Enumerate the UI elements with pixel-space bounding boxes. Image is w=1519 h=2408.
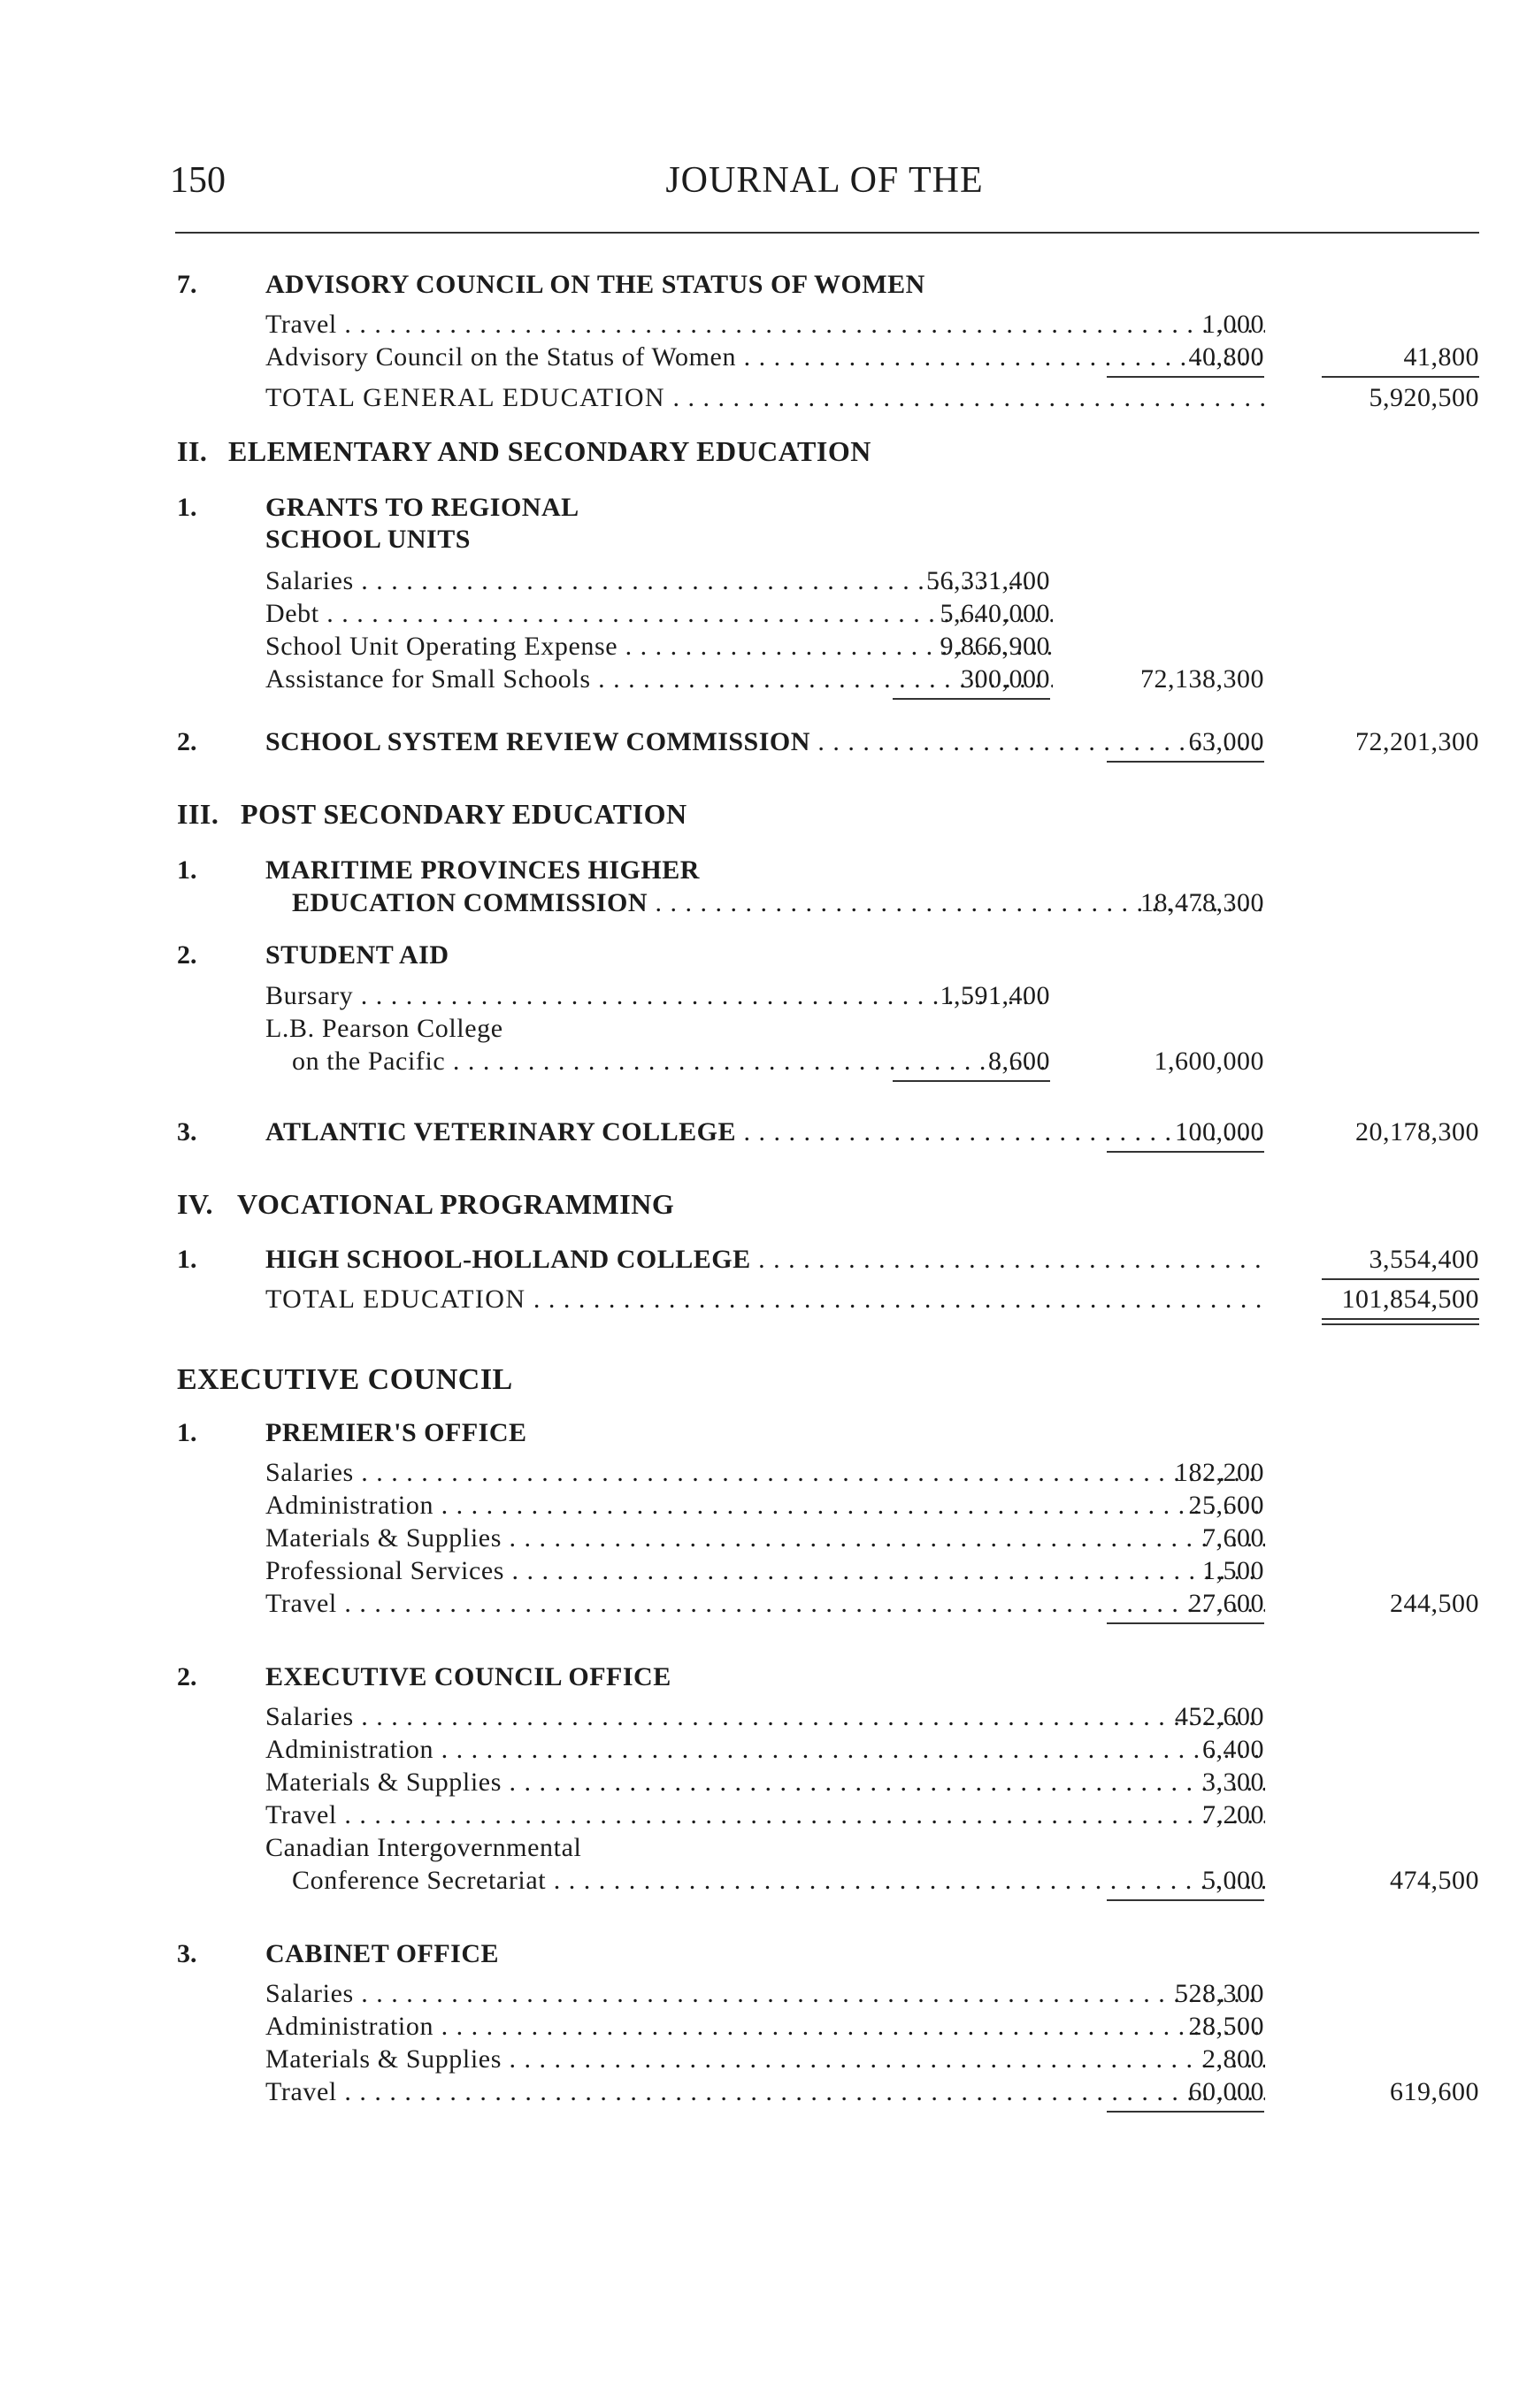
line-label: L.B. Pearson College (265, 1014, 503, 1043)
underline (1107, 1151, 1264, 1153)
section-heading-row (0, 270, 1519, 303)
division-heading: POST SECONDARY EDUCATION (241, 798, 687, 830)
section-heading-row (0, 1662, 1519, 1696)
line-value: 18,478,300 (1140, 888, 1264, 917)
line-label: Administration . . . (265, 1735, 1265, 1765)
subtotal-value: 1,600,000 (1154, 1047, 1264, 1076)
subtotal-value: 41,800 (1403, 342, 1479, 372)
subtotal-value: 72,138,300 (1140, 664, 1264, 694)
section-heading-row (0, 855, 1519, 889)
section-heading: CABINET OFFICE (265, 1939, 499, 1968)
section-heading: EXECUTIVE COUNCIL OFFICE (265, 1662, 671, 1691)
underline (893, 698, 1050, 700)
item-number: 1. (177, 493, 197, 522)
section-heading-row (0, 525, 1519, 558)
line-value: 100,000 (1175, 1117, 1264, 1146)
total-value: 101,854,500 (1341, 1285, 1479, 1314)
section-heading-row (0, 1418, 1519, 1452)
subtotal-value: 72,201,300 (1355, 727, 1479, 756)
section-heading: STUDENT AID (265, 940, 449, 970)
line-value: 1,500 (1202, 1556, 1264, 1585)
item-number: 3. (177, 1939, 197, 1968)
line-value: 56,331,400 (926, 566, 1050, 595)
line-label: ATLANTIC VETERINARY COLLEGE . . . (265, 1117, 1265, 1147)
line-value: 1,000 (1202, 310, 1264, 339)
line-item (0, 1702, 1519, 1736)
roman-numeral: IV. (177, 1188, 213, 1220)
line-label: on the Pacific . . . (292, 1047, 1053, 1077)
double-underline (1322, 1323, 1479, 1325)
page-header (170, 159, 1479, 212)
line-item (0, 1117, 1519, 1151)
item-number: 3. (177, 1117, 197, 1146)
item-number: 2. (177, 727, 197, 756)
line-item (0, 1245, 1519, 1278)
line-value: 300,000 (961, 664, 1050, 694)
line-label: Administration . . . (265, 1491, 1265, 1521)
line-item (0, 1979, 1519, 2013)
line-item (0, 310, 1519, 343)
line-item (0, 1458, 1519, 1492)
line-value: 9,866,900 (940, 632, 1050, 661)
total-value: 5,920,500 (1369, 383, 1479, 412)
line-value: 1,591,400 (940, 981, 1050, 1010)
line-label: School Unit Operating Expense . . . (265, 632, 1053, 662)
total-label: TOTAL EDUCATION . . . (265, 1285, 1265, 1315)
line-item (0, 1014, 1519, 1047)
line-item (0, 1556, 1519, 1590)
section-heading: GRANTS TO REGIONAL (265, 493, 579, 522)
line-label: Travel . . . (265, 2077, 1265, 2107)
page-number: 150 (170, 160, 226, 201)
line-value: 28,500 (1188, 2012, 1264, 2041)
line-label: Professional Services . . . (265, 1556, 1265, 1586)
line-label: SCHOOL SYSTEM REVIEW COMMISSION . . . (265, 727, 1265, 757)
line-item (0, 1768, 1519, 1801)
line-item (0, 342, 1519, 376)
line-item (0, 1491, 1519, 1524)
line-item (0, 566, 1519, 600)
underline (1107, 761, 1264, 763)
line-label: Canadian Intergovernmental (265, 1833, 582, 1862)
line-value: 3,554,400 (1369, 1245, 1479, 1274)
department-heading-row (0, 1363, 1519, 1397)
section-heading: MARITIME PROVINCES HIGHER (265, 855, 700, 885)
total-row (0, 383, 1519, 417)
line-item (0, 2077, 1519, 2111)
division-heading-row (0, 435, 1519, 469)
line-label: Debt . . . (265, 599, 1053, 629)
subtotal-value: 20,178,300 (1355, 1117, 1479, 1146)
division-heading-row (0, 1188, 1519, 1222)
line-item (0, 599, 1519, 633)
line-value: 25,600 (1188, 1491, 1264, 1520)
line-value: 5,640,000 (940, 599, 1050, 628)
line-value: 7,200 (1202, 1800, 1264, 1829)
item-number: 1. (177, 1418, 197, 1447)
subtotal-value: 619,600 (1390, 2077, 1479, 2106)
section-heading: PREMIER'S OFFICE (265, 1418, 527, 1447)
line-item (0, 1866, 1519, 1899)
line-value: 8,600 (988, 1047, 1050, 1076)
line-value: 60,000 (1188, 2077, 1264, 2106)
line-value: 182,200 (1175, 1458, 1264, 1487)
item-number: 1. (177, 1245, 197, 1274)
line-label: EDUCATION COMMISSION . . . (292, 888, 1265, 918)
line-value: 27,600 (1188, 1589, 1264, 1618)
section-heading-row (0, 1939, 1519, 1973)
line-item (0, 1523, 1519, 1557)
line-value: 5,000 (1202, 1866, 1264, 1895)
division-heading-row (0, 798, 1519, 832)
line-label: Travel . . . (265, 1589, 1265, 1619)
underline (1107, 1622, 1264, 1624)
line-item (0, 664, 1519, 698)
line-value: 6,400 (1202, 1735, 1264, 1764)
line-value: 2,800 (1202, 2044, 1264, 2074)
line-value: 528,300 (1175, 1979, 1264, 2008)
line-label: Travel . . . (265, 1800, 1265, 1830)
department-heading: EXECUTIVE COUNCIL (177, 1363, 513, 1396)
total-row (0, 1285, 1519, 1318)
line-value: 40,800 (1188, 342, 1264, 372)
item-number: 2. (177, 1662, 197, 1691)
line-label: Advisory Council on the Status of Women . . . (265, 342, 1265, 372)
item-number: 1. (177, 855, 197, 885)
item-number: 7. (177, 270, 197, 299)
line-value: 7,600 (1202, 1523, 1264, 1553)
underline (1107, 376, 1264, 378)
line-item (0, 981, 1519, 1015)
underline (1322, 376, 1479, 378)
line-label: Materials & Supplies . . . (265, 2044, 1265, 2074)
line-label: Bursary . . . (265, 981, 1053, 1011)
division-heading: VOCATIONAL PROGRAMMING (237, 1188, 675, 1220)
line-label: Conference Secretariat . . . (292, 1866, 1265, 1896)
line-item (0, 1833, 1519, 1867)
line-label: Salaries . . . (265, 1458, 1265, 1488)
line-label: Materials & Supplies . . . (265, 1768, 1265, 1798)
total-label: TOTAL GENERAL EDUCATION . . . (265, 383, 1265, 413)
line-item (0, 888, 1519, 922)
underline (1322, 1278, 1479, 1280)
line-item (0, 2012, 1519, 2045)
subtotal-value: 474,500 (1390, 1866, 1479, 1895)
line-label: Administration . . . (265, 2012, 1265, 2042)
double-underline (1322, 1318, 1479, 1320)
line-value: 3,300 (1202, 1768, 1264, 1797)
item-number: 2. (177, 940, 197, 970)
underline (1107, 2111, 1264, 2113)
section-heading-row (0, 493, 1519, 526)
line-label: Materials & Supplies . . . (265, 1523, 1265, 1553)
line-item (0, 727, 1519, 761)
line-value: 63,000 (1188, 727, 1264, 756)
roman-numeral: III. (177, 798, 219, 830)
line-value: 452,600 (1175, 1702, 1264, 1731)
line-label: Salaries . . . (265, 1979, 1265, 2009)
line-label: HIGH SCHOOL-HOLLAND COLLEGE . . . (265, 1245, 1265, 1275)
subtotal-value: 244,500 (1390, 1589, 1479, 1618)
underline (1107, 1899, 1264, 1901)
line-label: Assistance for Small Schools . . . (265, 664, 1053, 694)
line-item (0, 632, 1519, 665)
line-label: Salaries . . . (265, 566, 1053, 596)
line-label: Salaries . . . (265, 1702, 1265, 1732)
line-item (0, 1047, 1519, 1080)
header-rule (175, 232, 1479, 234)
roman-numeral: II. (177, 435, 208, 467)
line-item (0, 1589, 1519, 1622)
section-heading: SCHOOL UNITS (265, 525, 471, 554)
line-item (0, 1735, 1519, 1768)
section-heading-row (0, 940, 1519, 974)
underline (893, 1080, 1050, 1082)
line-label: Travel . . . (265, 310, 1265, 340)
line-item (0, 1800, 1519, 1834)
line-item (0, 2044, 1519, 2078)
page-title: JOURNAL OF THE (665, 160, 984, 201)
section-heading: ADVISORY COUNCIL ON THE STATUS OF WOMEN (265, 270, 925, 299)
division-heading: ELEMENTARY AND SECONDARY EDUCATION (228, 435, 871, 467)
